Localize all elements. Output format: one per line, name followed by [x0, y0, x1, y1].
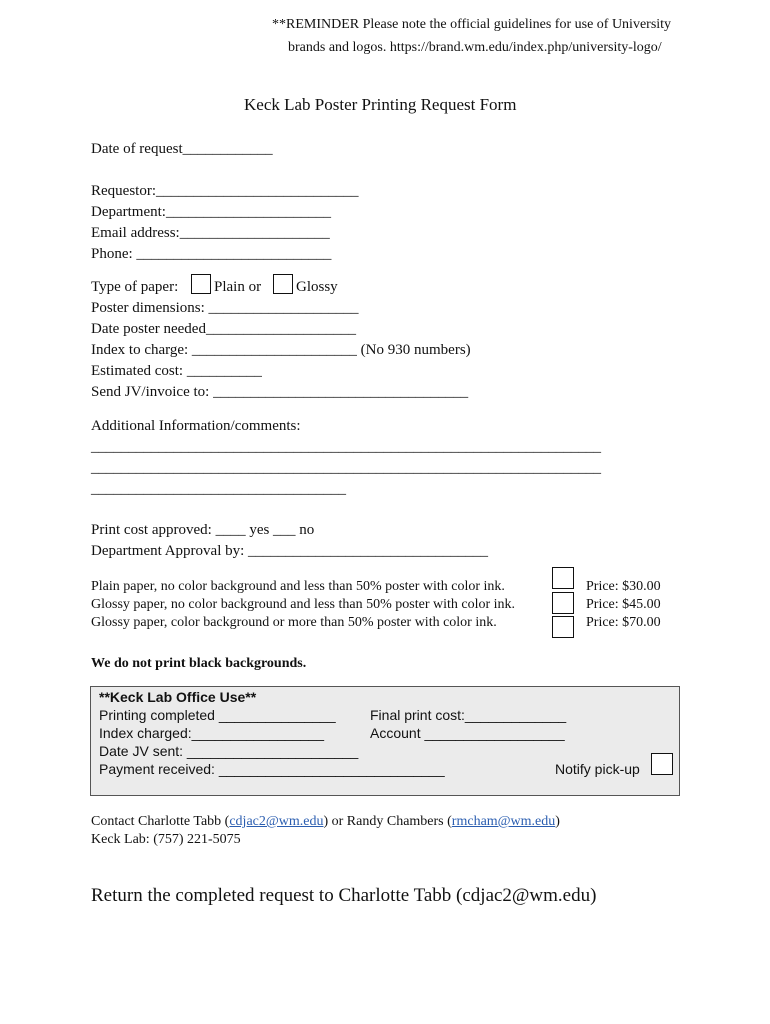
- print-cost-approved-field[interactable]: Print cost approved: ____ yes ___ no: [91, 522, 315, 538]
- contact-suffix: ): [555, 814, 560, 829]
- notify-pickup-label: Notify pick-up: [555, 761, 640, 777]
- pricing-desc-glossy: Glossy paper, no color background and less than 50% poster with color ink.: [91, 597, 516, 612]
- randy-email-link[interactable]: rmcham@wm.edu: [451, 814, 556, 829]
- comments-line-1[interactable]: ____________________________________________________________________: [91, 439, 601, 455]
- date-jv-sent-field[interactable]: Date JV sent: ______________________: [99, 743, 359, 759]
- account-field[interactable]: Account __________________: [370, 725, 565, 741]
- plain-paper-checkbox[interactable]: [191, 274, 211, 294]
- plain-paper-label: Plain or: [214, 279, 262, 295]
- black-background-notice: We do not print black backgrounds.: [91, 656, 307, 671]
- email-field[interactable]: Email address:____________________: [91, 225, 330, 241]
- glossy-paper-checkbox[interactable]: [273, 274, 293, 294]
- pricing-price-glossy: Price: $45.00: [586, 597, 661, 612]
- return-instructions: Return the completed request to Charlotte Tabb (cdjac2@wm.edu): [91, 885, 597, 906]
- additional-info-label: Additional Information/comments:: [91, 418, 301, 434]
- comments-line-3[interactable]: __________________________________: [91, 481, 346, 497]
- department-field[interactable]: Department:______________________: [91, 204, 331, 220]
- contact-middle: ) or Randy Chambers (: [323, 814, 452, 829]
- notify-pickup-checkbox[interactable]: [651, 753, 673, 775]
- glossy-paper-label: Glossy: [296, 279, 338, 295]
- index-to-charge-field[interactable]: Index to charge: ______________________ (No 930 numbers): [91, 342, 471, 358]
- office-use-box: [90, 686, 680, 796]
- paper-type-label: Type of paper:: [91, 279, 179, 295]
- printing-completed-field[interactable]: Printing completed _______________: [99, 707, 336, 723]
- estimated-cost-field[interactable]: Estimated cost: __________: [91, 363, 262, 379]
- contact-prefix: Contact Charlotte Tabb (: [91, 814, 230, 829]
- pricing-price-plain: Price: $30.00: [586, 579, 661, 594]
- pricing-plain-checkbox[interactable]: [552, 567, 574, 589]
- pricing-desc-color: Glossy paper, color background or more than 50% poster with color ink.: [91, 615, 497, 630]
- keck-lab-phone: Keck Lab: (757) 221-5075: [91, 832, 241, 847]
- reminder-line-1: **REMINDER Please note the official guidelines for use of University: [272, 17, 672, 32]
- form-title: Keck Lab Poster Printing Request Form: [244, 95, 517, 114]
- pricing-desc-plain: Plain paper, no color background and less than 50% poster with color ink.: [91, 579, 505, 594]
- payment-received-field[interactable]: Payment received: _____________________________: [99, 761, 445, 777]
- phone-field[interactable]: Phone: __________________________: [91, 246, 332, 262]
- poster-dimensions-field[interactable]: Poster dimensions: ____________________: [91, 300, 359, 316]
- date-needed-field[interactable]: Date poster needed____________________: [91, 321, 356, 337]
- pricing-price-color: Price: $70.00: [586, 615, 661, 630]
- office-use-heading: **Keck Lab Office Use**: [99, 689, 257, 705]
- requestor-field[interactable]: Requestor:___________________________: [91, 183, 359, 199]
- date-of-request-field[interactable]: Date of request____________: [91, 141, 273, 157]
- charlotte-email-link[interactable]: cdjac2@wm.edu: [229, 814, 324, 829]
- reminder-line-2: brands and logos. https://brand.wm.edu/index.php/university-logo/: [288, 40, 662, 55]
- pricing-color-checkbox[interactable]: [552, 616, 574, 638]
- index-charged-field[interactable]: Index charged:_________________: [99, 725, 324, 741]
- pricing-glossy-checkbox[interactable]: [552, 592, 574, 614]
- final-print-cost-field[interactable]: Final print cost:_____________: [370, 707, 567, 723]
- send-invoice-field[interactable]: Send JV/invoice to: __________________________________: [91, 384, 469, 400]
- contact-line: [91, 813, 560, 831]
- comments-line-2[interactable]: ____________________________________________________________________: [91, 460, 601, 476]
- department-approval-field[interactable]: Department Approval by: ________________________________: [91, 543, 489, 559]
